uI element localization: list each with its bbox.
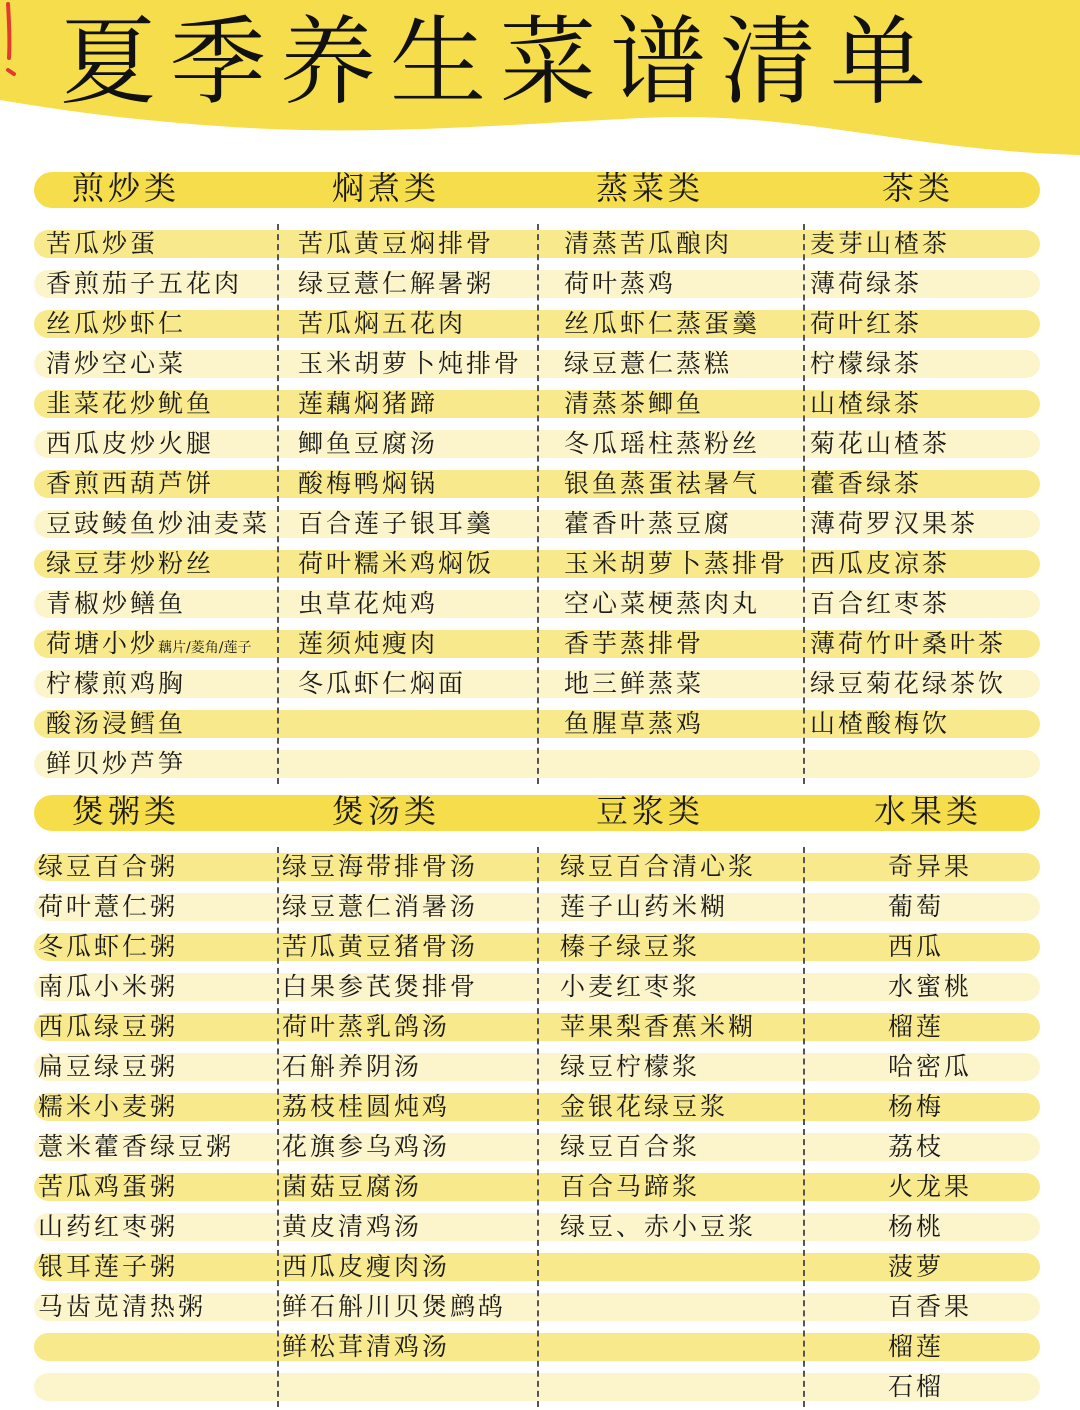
section2-table (34, 847, 1040, 1407)
cell-text: 冬瓜虾仁粥 (38, 932, 179, 961)
cell-text: 黄皮清鸡汤 (282, 1212, 423, 1241)
cell-text: 冬瓜瑶柱蒸粉丝 (564, 429, 761, 458)
cell-tang (282, 927, 478, 967)
cell-text: 绿豆百合清心浆 (560, 852, 757, 881)
cell-shuiguo (888, 927, 944, 967)
cell-text: 绿豆百合粥 (38, 852, 179, 881)
cell-zhou (38, 927, 178, 967)
cell-text: 绿豆菊花绿茶饮 (810, 669, 1007, 698)
cell-text: 酸汤浸鳕鱼 (46, 709, 187, 738)
cell-jianchao (46, 344, 186, 384)
cell-doujiang (560, 1047, 700, 1087)
cell-zhou (38, 887, 178, 927)
cell-zhou (38, 1127, 234, 1167)
cell-menzhu (298, 304, 466, 344)
cell-text: 玉米胡萝卜蒸排骨 (564, 549, 789, 578)
cell-jianchao (46, 464, 214, 504)
cell-menzhu (298, 544, 494, 584)
cell-text: 鲜贝炒芦笋 (46, 749, 187, 778)
cell-zhengcai (564, 384, 704, 424)
cell-shuiguo (888, 1007, 944, 1047)
cell-cha (810, 304, 922, 344)
cell-text: 丝瓜炒虾仁 (46, 309, 187, 338)
cell-cha (810, 624, 1006, 664)
cell-zhou (38, 967, 178, 1007)
cell-text: 荷叶蒸乳鸽汤 (282, 1012, 451, 1041)
cell-shuiguo (888, 1167, 972, 1207)
cell-jianchao (46, 544, 214, 584)
cell-zhengcai (564, 704, 704, 744)
header-shuiguo: 水果类 (874, 792, 983, 830)
cell-zhou (38, 1167, 178, 1207)
cell-text: 清炒空心菜 (46, 349, 187, 378)
cell-text: 鲜石斛川贝煲鹧鸪 (282, 1292, 507, 1321)
cell-doujiang (560, 887, 728, 927)
cell-text: 青椒炒鳝鱼 (46, 589, 187, 618)
cell-jianchao (46, 424, 214, 464)
cell-jianchao (46, 744, 186, 784)
header-tang: 煲汤类 (332, 792, 441, 830)
cell-jianchao (46, 264, 242, 304)
cell-cha (810, 224, 950, 264)
cell-menzhu (298, 504, 494, 544)
cell-menzhu (298, 344, 522, 384)
cell-shuiguo (888, 1287, 972, 1327)
cell-text: 百香果 (888, 1292, 973, 1321)
cell-text: 绿豆、赤小豆浆 (560, 1212, 757, 1241)
cell-text: 绿豆薏仁消暑汤 (282, 892, 479, 921)
cell-text: 菊花山楂茶 (810, 429, 951, 458)
column-divider (277, 224, 279, 784)
cell-doujiang (560, 1087, 728, 1127)
cell-zhengcai (564, 264, 676, 304)
cell-zhou (38, 1247, 178, 1287)
cell-menzhu (298, 584, 438, 624)
cell-text: 水蜜桃 (888, 972, 973, 1001)
cell-text: 苦瓜鸡蛋粥 (38, 1172, 179, 1201)
cell-text: 清蒸苦瓜酿肉 (564, 229, 733, 258)
cell-text: 哈密瓜 (888, 1052, 973, 1081)
cell-menzhu (298, 384, 438, 424)
cell-tang (282, 1247, 450, 1287)
cell-text: 石榴 (888, 1372, 945, 1401)
cell-menzhu (298, 264, 494, 304)
cell-tang (282, 1007, 450, 1047)
cell-jianchao (46, 664, 186, 704)
cell-text: 薄荷绿茶 (810, 269, 923, 298)
cell-text: 荔枝桂圆炖鸡 (282, 1092, 451, 1121)
column-divider (537, 224, 539, 784)
cell-cha (810, 384, 922, 424)
cell-text: 马齿苋清热粥 (38, 1292, 207, 1321)
cell-jianchao (46, 384, 214, 424)
cell-shuiguo (888, 1087, 944, 1127)
cell-text: 菌菇豆腐汤 (282, 1172, 423, 1201)
page-title: 夏季养生菜谱清单 (60, 6, 940, 118)
cell-text: 杨桃 (888, 1212, 945, 1241)
cell-menzhu (298, 464, 438, 504)
cell-menzhu (298, 424, 438, 464)
cell-text: 鲫鱼豆腐汤 (298, 429, 439, 458)
cell-cha (810, 584, 950, 624)
cell-text: 绿豆海带排骨汤 (282, 852, 479, 881)
cell-text: 杨梅 (888, 1092, 945, 1121)
cell-cha (810, 664, 1006, 704)
cell-doujiang (560, 1207, 756, 1247)
cell-text: 香芋蒸排骨 (564, 629, 705, 658)
cell-text: 苦瓜焖五花肉 (298, 309, 467, 338)
cell-text: 韭菜花炒鱿鱼 (46, 389, 215, 418)
cell-text: 香煎茄子五花肉 (46, 269, 243, 298)
cell-tang (282, 1087, 450, 1127)
cell-text: 藿香绿茶 (810, 469, 923, 498)
section2-header-bar (34, 792, 1040, 831)
cell-text: 虫草花炖鸡 (298, 589, 439, 618)
cell-text: 丝瓜虾仁蒸蛋羹 (564, 309, 761, 338)
cell-text: 苦瓜黄豆焖排骨 (298, 229, 495, 258)
cell-doujiang (560, 1007, 756, 1047)
cell-zhengcai (564, 504, 732, 544)
cell-text: 清蒸茶鲫鱼 (564, 389, 705, 418)
cell-text: 鲜松茸清鸡汤 (282, 1332, 451, 1361)
cell-text: 冬瓜虾仁焖面 (298, 669, 467, 698)
cell-text: 莲藕焖猪蹄 (298, 389, 439, 418)
cell-text: 豆豉鲮鱼炒油麦菜 (46, 509, 271, 538)
cell-text: 薏米藿香绿豆粥 (38, 1132, 235, 1161)
cell-jianchao (46, 304, 186, 344)
cell-text: 西瓜绿豆粥 (38, 1012, 179, 1041)
cell-text: 小麦红枣浆 (560, 972, 701, 1001)
cell-text: 银鱼蒸蛋祛暑气 (564, 469, 761, 498)
cell-text: 荷叶红茶 (810, 309, 923, 338)
cell-zhou (38, 1007, 178, 1047)
cell-text: 火龙果 (888, 1172, 973, 1201)
cell-shuiguo (888, 967, 972, 1007)
cell-jianchao (46, 704, 186, 744)
cell-tang (282, 887, 478, 927)
cell-zhou (38, 847, 178, 887)
cell-text: 鱼腥草蒸鸡 (564, 709, 705, 738)
cell-shuiguo (888, 1367, 944, 1407)
header-doujiang: 豆浆类 (596, 792, 705, 830)
cell-text: 绿豆柠檬浆 (560, 1052, 701, 1081)
cell-text: 奇异果 (888, 852, 973, 881)
cell-text: 百合马蹄浆 (560, 1172, 701, 1201)
cell-text: 金银花绿豆浆 (560, 1092, 729, 1121)
cell-jianchao (46, 224, 158, 264)
cell-text: 柠檬绿茶 (810, 349, 923, 378)
header-cha: 茶类 (882, 169, 955, 207)
cell-shuiguo (888, 887, 944, 927)
cell-text: 西瓜皮瘦肉汤 (282, 1252, 451, 1281)
cell-cha (810, 264, 922, 304)
cell-text: 藿香叶蒸豆腐 (564, 509, 733, 538)
cell-cha (810, 464, 922, 504)
cell-tang (282, 967, 478, 1007)
cell-text: 薄荷罗汉果茶 (810, 509, 979, 538)
cell-tang (282, 847, 478, 887)
cell-text: 榴莲 (888, 1332, 945, 1361)
cell-menzhu (298, 624, 438, 664)
cell-zhengcai (564, 664, 704, 704)
cell-jianchao (46, 584, 186, 624)
cell-text: 糯米小麦粥 (38, 1092, 179, 1121)
cell-text: 莲须炖瘦肉 (298, 629, 439, 658)
cell-text: 绿豆芽炒粉丝 (46, 549, 215, 578)
cell-text: 绿豆薏仁蒸糕 (564, 349, 733, 378)
cell-cha (810, 344, 922, 384)
cell-text: 扁豆绿豆粥 (38, 1052, 179, 1081)
cell-shuiguo (888, 847, 972, 887)
cell-text: 石斛养阴汤 (282, 1052, 423, 1081)
cell-text: 白果参芪煲排骨 (282, 972, 479, 1001)
cell-text: 苦瓜炒蛋 (46, 229, 159, 258)
cell-text: 莲子山药米糊 (560, 892, 729, 921)
cell-text: 百合莲子银耳羹 (298, 509, 495, 538)
cell-zhengcai (564, 624, 704, 664)
cell-text: 荔枝 (888, 1132, 945, 1161)
cell-cha (810, 704, 950, 744)
cell-zhou (38, 1287, 206, 1327)
column-divider (803, 224, 805, 784)
cell-zhengcai (564, 544, 788, 584)
cell-zhengcai (564, 304, 760, 344)
cell-text: 荷叶糯米鸡焖饭 (298, 549, 495, 578)
exclamation-icon (0, 0, 18, 80)
cell-cha (810, 424, 950, 464)
cell-zhengcai (564, 344, 732, 384)
section-recipes-2 (34, 792, 1040, 1407)
header-menzhu: 焖煮类 (332, 169, 441, 207)
section-recipes-1 (34, 169, 1040, 784)
cell-text: 薄荷竹叶桑叶茶 (810, 629, 1007, 658)
header-zhengcai: 蒸菜类 (596, 169, 705, 207)
section1-table (34, 224, 1040, 784)
section1-header-bar (34, 169, 1040, 208)
cell-shuiguo (888, 1127, 944, 1167)
cell-text: 榴莲 (888, 1012, 945, 1041)
cell-text: 榛子绿豆浆 (560, 932, 701, 961)
cell-text: 西瓜皮凉茶 (810, 549, 951, 578)
cell-text: 百合红枣茶 (810, 589, 951, 618)
cell-text: 南瓜小米粥 (38, 972, 179, 1001)
cell-zhengcai (564, 464, 760, 504)
column-divider (537, 847, 539, 1407)
cell-text: 玉米胡萝卜炖排骨 (298, 349, 523, 378)
cell-cha (810, 504, 978, 544)
cell-text: 酸梅鸭焖锅 (298, 469, 439, 498)
cell-zhengcai (564, 224, 732, 264)
cell-zhou (38, 1047, 178, 1087)
cell-text: 地三鲜蒸菜 (564, 669, 705, 698)
cell-jianchao (46, 504, 270, 544)
cell-text: 山楂酸梅饮 (810, 709, 951, 738)
cell-text: 苦瓜黄豆猪骨汤 (282, 932, 479, 961)
column-divider (803, 847, 805, 1407)
header-zhou: 煲粥类 (72, 792, 181, 830)
cell-text: 葡萄 (888, 892, 945, 921)
cell-jianchao (46, 624, 251, 664)
cell-text: 山楂绿茶 (810, 389, 923, 418)
cell-text: 菠萝 (888, 1252, 945, 1281)
cell-doujiang (560, 1127, 700, 1167)
cell-text: 麦芽山楂茶 (810, 229, 951, 258)
cell-shuiguo (888, 1327, 944, 1367)
cell-tang (282, 1327, 450, 1367)
cell-doujiang (560, 927, 700, 967)
title-banner (0, 0, 1080, 160)
cell-tang (282, 1207, 422, 1247)
cell-doujiang (560, 967, 700, 1007)
cell-tang (282, 1127, 450, 1167)
cell-tang (282, 1047, 422, 1087)
cell-menzhu (298, 224, 494, 264)
cell-text: 苹果梨香蕉米糊 (560, 1012, 757, 1041)
cell-text: 荷叶蒸鸡 (564, 269, 677, 298)
cell-text: 绿豆薏仁解暑粥 (298, 269, 495, 298)
cell-text: 山药红枣粥 (38, 1212, 179, 1241)
cell-zhengcai (564, 424, 760, 464)
cell-tang (282, 1167, 422, 1207)
cell-tang (282, 1287, 506, 1327)
cell-note: 藕片/菱角/莲子 (158, 640, 252, 656)
cell-zhengcai (564, 584, 760, 624)
cell-text: 香煎西葫芦饼 (46, 469, 215, 498)
cell-doujiang (560, 847, 756, 887)
cell-cha (810, 544, 950, 584)
cell-text: 荷叶薏仁粥 (38, 892, 179, 921)
cell-text: 空心菜梗蒸肉丸 (564, 589, 761, 618)
cell-text: 西瓜皮炒火腿 (46, 429, 215, 458)
cell-menzhu (298, 664, 466, 704)
cell-text: 荷塘小炒 (46, 629, 159, 658)
header-jianchao: 煎炒类 (72, 169, 181, 207)
cell-text: 西瓜 (888, 932, 945, 961)
cell-doujiang (560, 1167, 700, 1207)
cell-shuiguo (888, 1247, 944, 1287)
cell-zhou (38, 1087, 178, 1127)
cell-shuiguo (888, 1207, 944, 1247)
cell-shuiguo (888, 1047, 972, 1087)
cell-text: 银耳莲子粥 (38, 1252, 179, 1281)
cell-text: 花旗参乌鸡汤 (282, 1132, 451, 1161)
cell-zhou (38, 1207, 178, 1247)
cell-text: 绿豆百合浆 (560, 1132, 701, 1161)
column-divider (277, 847, 279, 1407)
cell-text: 柠檬煎鸡胸 (46, 669, 187, 698)
